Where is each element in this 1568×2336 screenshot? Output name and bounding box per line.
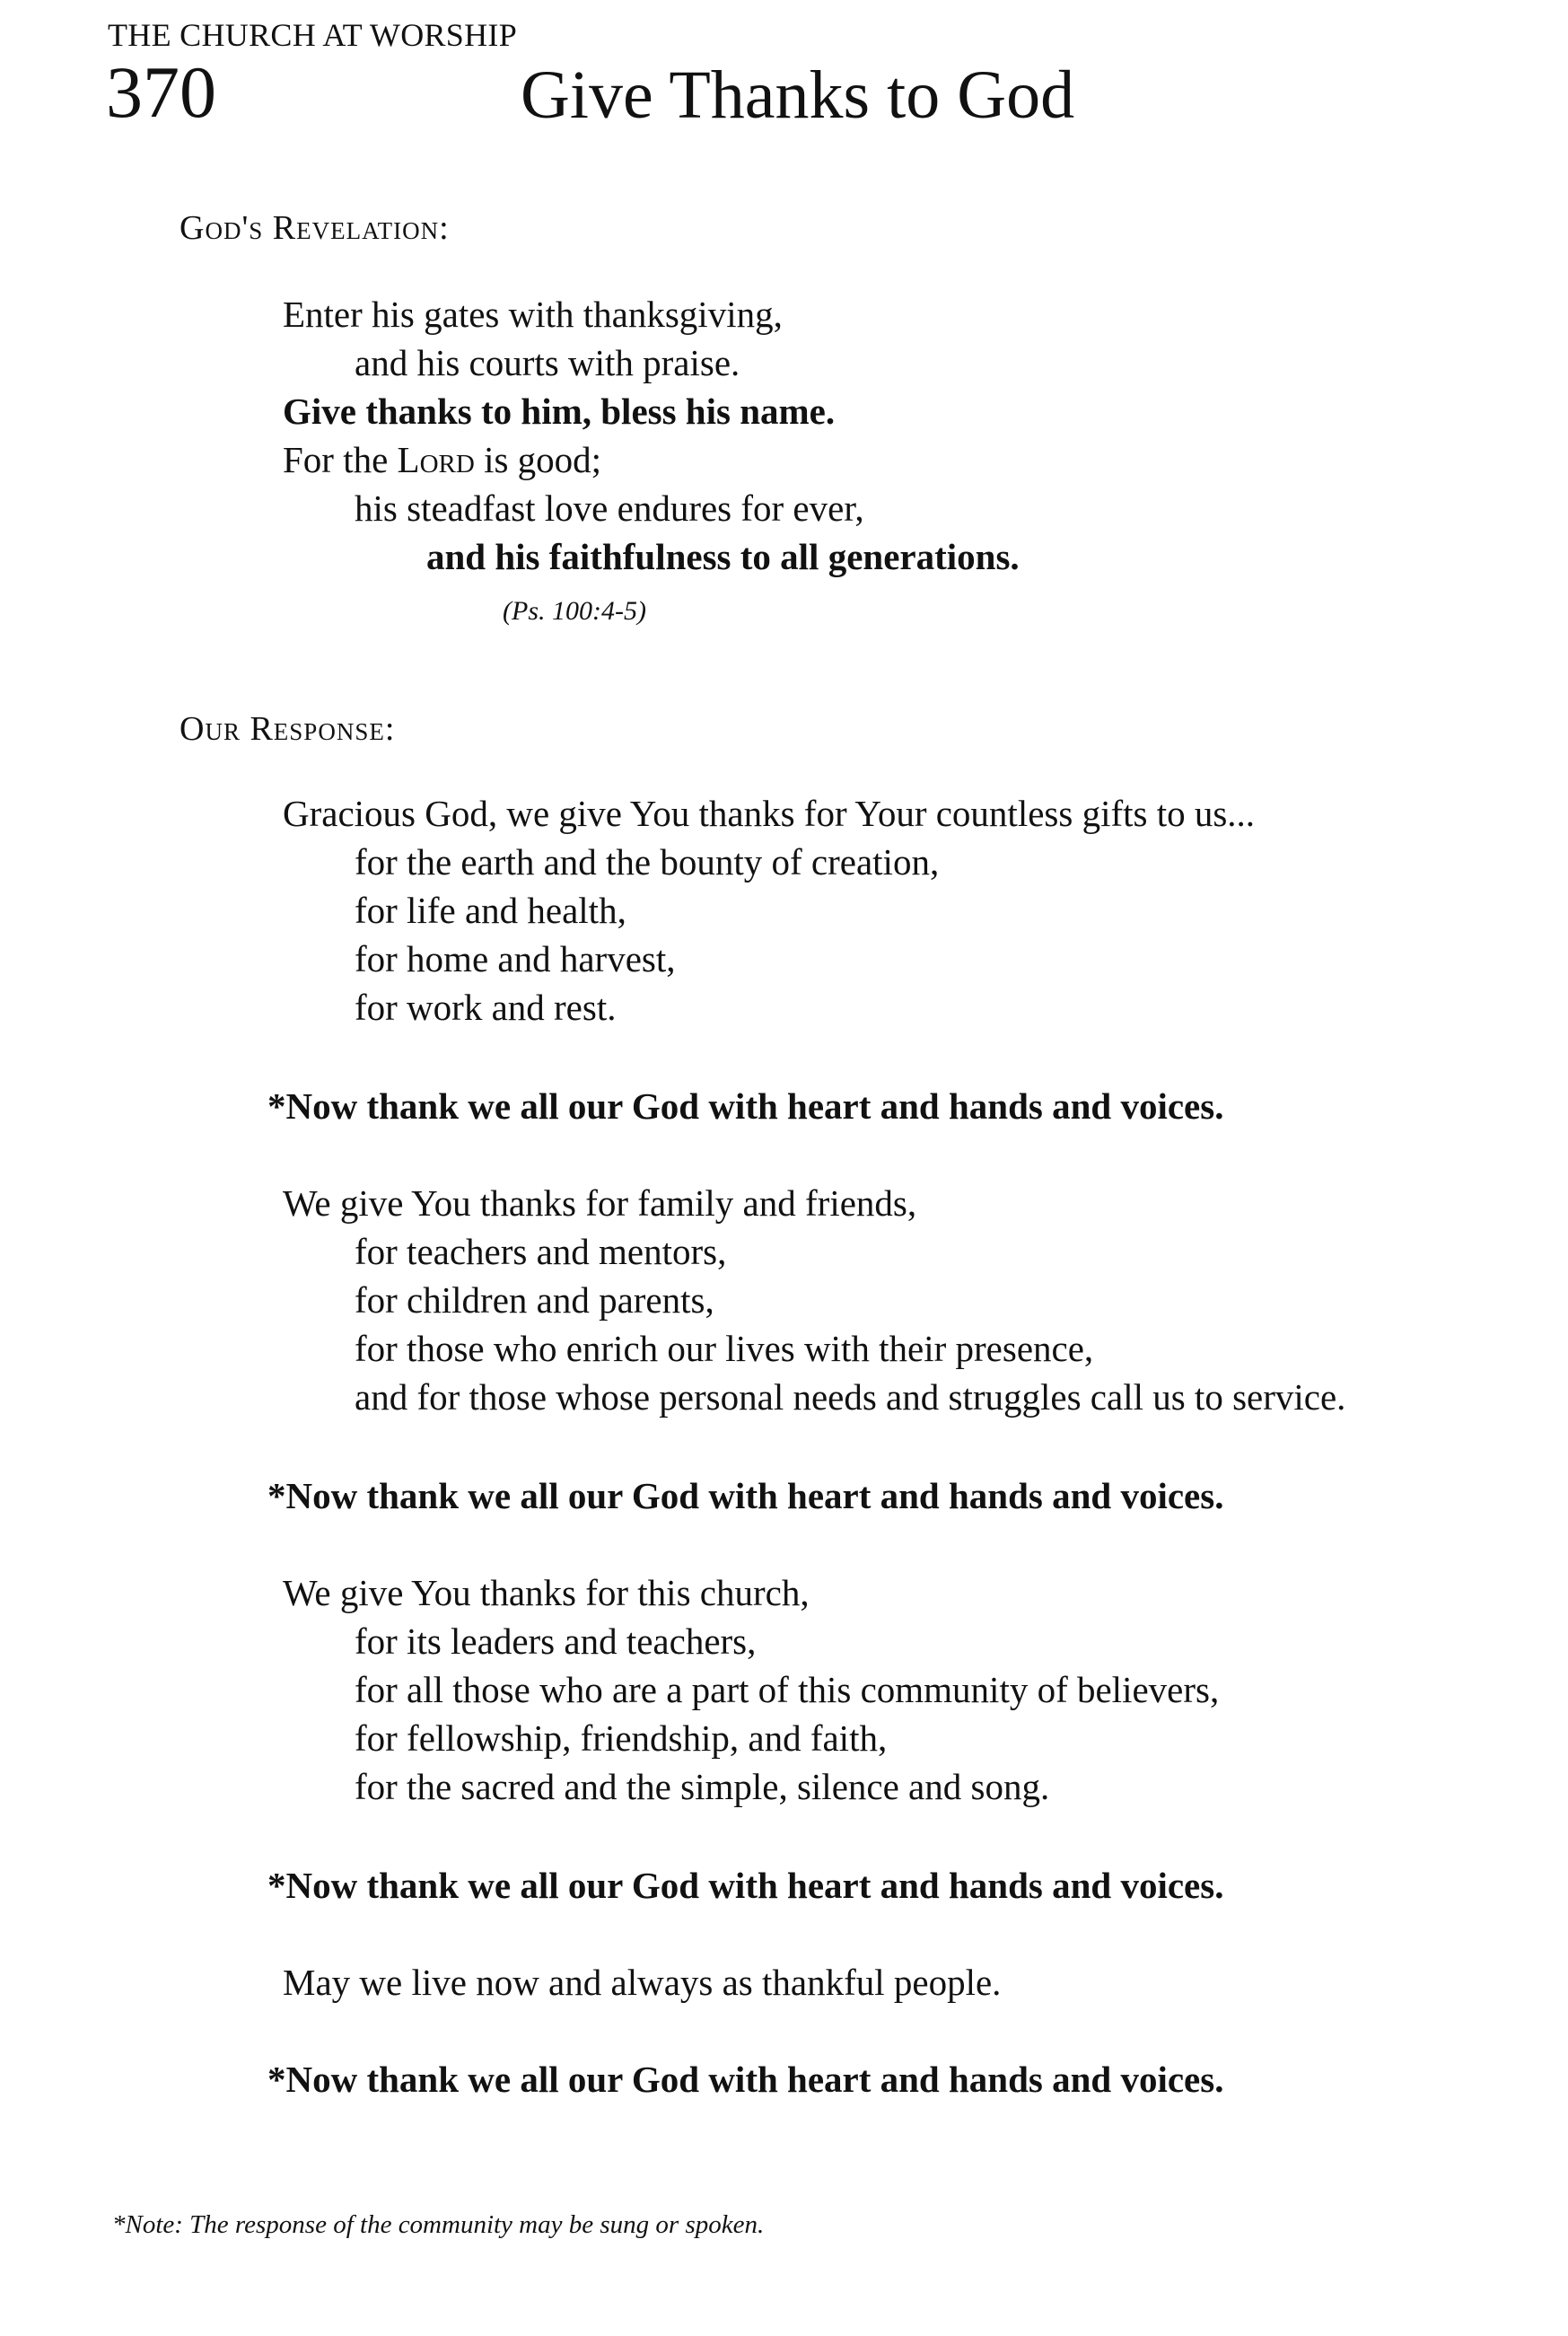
response-heading: Our Response:: [180, 710, 396, 748]
page-number: 370: [106, 51, 216, 133]
response-line: for the sacred and the simple, silence and song.: [355, 1766, 1050, 1807]
refrain-line: *Now thank we all our God with heart and hands and voices.: [267, 1865, 1224, 1906]
closing-line: May we live now and always as thankful people.: [283, 1962, 1002, 2003]
response-line: for teachers and mentors,: [355, 1231, 727, 1272]
response-line: and for those whose personal needs and struggles call us to service.: [355, 1376, 1346, 1418]
response-line: for home and harvest,: [355, 938, 676, 979]
response-line: We give You thanks for this church,: [283, 1572, 810, 1613]
response-line: for all those who are a part of this community of believers,: [355, 1669, 1220, 1710]
revelation-line: Enter his gates with thanksgiving,: [283, 294, 783, 335]
response-line: We give You thanks for family and friends,: [283, 1182, 917, 1224]
revelation-line: his steadfast love endures for ever,: [355, 487, 864, 529]
revelation-line: [283, 439, 602, 480]
page-title: Give Thanks to God: [521, 57, 1075, 133]
footnote: *Note: The response of the community may be sung or spoken.: [112, 2210, 765, 2239]
revelation-line-bold: Give thanks to him, bless his name.: [283, 391, 836, 432]
refrain-line: *Now thank we all our God with heart and hands and voices.: [267, 1475, 1224, 1516]
scripture-citation: (Ps. 100:4-5): [503, 596, 646, 626]
section-header: THE CHURCH AT WORSHIP: [108, 17, 518, 53]
response-line: for life and health,: [355, 890, 626, 931]
response-line: for those who enrich our lives with their presence,: [355, 1328, 1094, 1369]
line-text: is good;: [474, 439, 602, 480]
response-line: Gracious God, we give You thanks for Your countless gifts to us...: [283, 793, 1256, 834]
response-line: for the earth and the bounty of creation,: [355, 841, 940, 883]
response-line: for fellowship, friendship, and faith,: [355, 1717, 888, 1759]
revelation-heading: God's Revelation:: [180, 209, 450, 247]
response-line: for children and parents,: [355, 1279, 714, 1321]
revelation-line-bold: and his faithfulness to all generations.: [426, 536, 1020, 577]
response-line: for work and rest.: [355, 987, 617, 1028]
lord-smallcaps: Lord: [397, 439, 475, 480]
line-text: For the: [283, 439, 398, 480]
refrain-line: *Now thank we all our God with heart and hands and voices.: [267, 2059, 1224, 2100]
refrain-line: *Now thank we all our God with heart and hands and voices.: [267, 1085, 1224, 1127]
revelation-line: and his courts with praise.: [355, 342, 740, 383]
response-line: for its leaders and teachers,: [355, 1620, 757, 1662]
